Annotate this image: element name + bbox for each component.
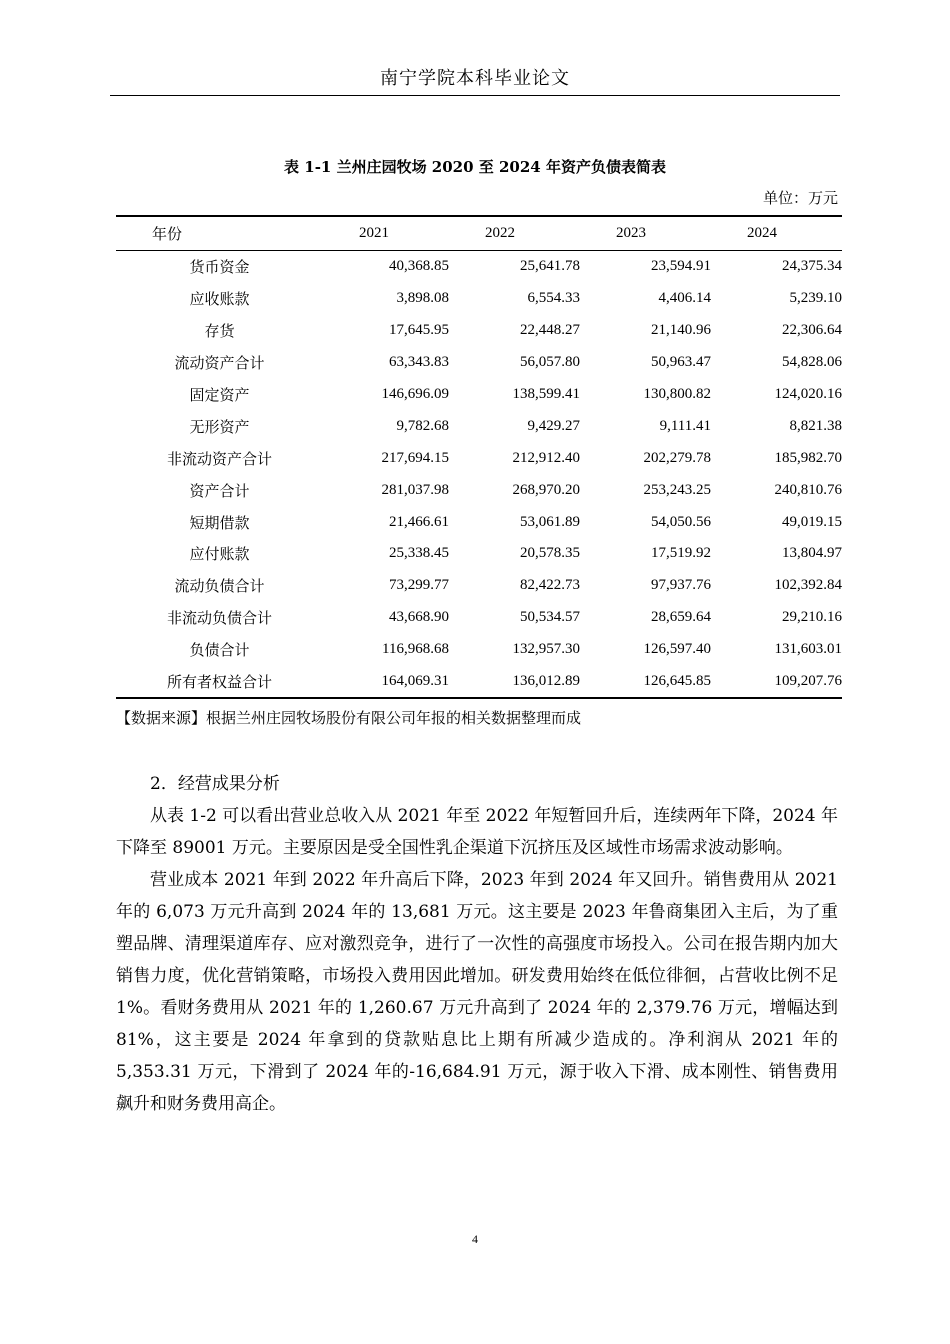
cell-value: 97,937.76: [650, 577, 711, 594]
cell-value: 138,599.41: [512, 386, 580, 402]
table-row: [116, 251, 842, 283]
table-source-note: 【数据来源】根据兰州庄园牧场股份有限公司年报的相关数据整理而成: [116, 709, 582, 727]
cell-value: 131,603.01: [774, 641, 842, 658]
section-heading: 2．经营成果分析: [150, 774, 280, 794]
row-label: 流动负债合计: [174, 577, 265, 596]
table-header-row: [116, 216, 842, 251]
cell-value: 13,804.97: [782, 545, 842, 562]
cell-value: 40,368.85: [388, 258, 449, 275]
cell-value: 124,020.16: [774, 386, 842, 402]
paragraph: 从表 1-2 可以看出营业总收入从 2021 年至 2022 年短暂回升后，连续两年下降，2024 年下降至 89001 万元。主要原因是受全国性乳企渠道下沉挤压及区域性市场需求波动影响。: [116, 806, 838, 858]
cell-value: 22,306.64: [782, 322, 842, 339]
cell-value: 82,422.73: [519, 577, 580, 594]
body-text: [116, 800, 838, 1120]
column-header-year: 年份: [116, 216, 323, 251]
row-label: 固定资产: [189, 386, 250, 404]
cell-value: 5,239.10: [789, 290, 842, 307]
cell-value: 21,140.96: [650, 322, 711, 339]
table-row: [116, 666, 842, 699]
cell-value: 54,828.06: [782, 354, 842, 371]
table-row: [116, 442, 842, 474]
row-label: 短期借款: [189, 513, 250, 532]
table-body: [116, 251, 842, 699]
cell-value: 109,207.76: [711, 666, 842, 699]
cell-value: 185,982.70: [774, 449, 842, 466]
cell-value: 126,645.85: [580, 666, 711, 699]
cell-value: 63,343.83: [388, 354, 449, 371]
table-row: [116, 474, 842, 506]
table-row: [116, 410, 842, 442]
cell-value: 6,554.33: [527, 290, 580, 307]
cell-value: 126,597.40: [643, 641, 711, 658]
page-number: 4: [472, 1232, 478, 1246]
table-unit: 单位：万元: [762, 189, 838, 207]
cell-value: 23,594.91: [650, 258, 711, 275]
row-label: 非流动资产合计: [167, 449, 273, 468]
column-header-2023: 2023: [580, 216, 711, 251]
table-row: [116, 570, 842, 602]
paragraph: 营业成本 2021 年到 2022 年升高后下降，2023 年到 2024 年又回升。销售费用从 2021 年的 6,073 万元升高到 2024 年的 13,681 万元。这主要是 2023 年鲁商集团入主后，为了重塑品牌、清理渠道库存、应对激烈竞争，进行了一次性的高强度市场投入。公司在报告期内加大销售力度，优化营销策略，市场投入费用因此增加。研发费用始终在低位徘徊，占营收比例不足 1%。看财务费用从 2021 年的 1,260.67 万元升高到了 2024 年的 2,379.76 万元，增幅达到 81%，这主要是 2024 年拿到的贷款贴息比上期有所减少造成的。净利润从 2021 年的 5,353.31 万元，下滑到了 2024 年的-16,684.91 万元，源于收入下滑、成本刚性、销售费用飙升和财务费用高企。: [116, 870, 838, 1114]
cell-value: 20,578.35: [519, 545, 580, 562]
cell-value: 50,534.57: [519, 609, 580, 626]
cell-value: 21,466.61: [388, 513, 449, 530]
cell-value: 281,037.98: [381, 481, 449, 498]
cell-value: 22,448.27: [519, 322, 580, 339]
cell-value: 253,243.25: [643, 481, 711, 498]
cell-value: 43,668.90: [388, 609, 449, 626]
cell-value: 268,970.20: [512, 481, 580, 498]
table-row: [116, 538, 842, 570]
cell-value: 17,519.92: [650, 545, 711, 562]
cell-value: 29,210.16: [782, 609, 842, 626]
row-label: 应付账款: [189, 545, 250, 564]
cell-value: 146,696.09: [381, 386, 449, 402]
row-label: 流动资产合计: [174, 354, 265, 373]
cell-value: 9,782.68: [396, 417, 449, 434]
cell-value: 102,392.84: [774, 577, 842, 594]
table-row: [116, 283, 842, 315]
cell-value: 164,069.31: [323, 666, 449, 699]
cell-value: 9,429.27: [527, 417, 580, 434]
column-header-2022: 2022: [449, 216, 580, 251]
row-label: 存货: [204, 322, 235, 341]
cell-value: 240,810.76: [774, 481, 842, 498]
cell-value: 136,012.89: [449, 666, 580, 699]
row-label: 负债合计: [189, 641, 250, 660]
cell-value: 73,299.77: [388, 577, 449, 594]
cell-value: 25,338.45: [388, 545, 449, 562]
cell-value: 8,821.38: [789, 417, 842, 434]
cell-value: 28,659.64: [650, 609, 711, 626]
running-header: 南宁学院本科毕业论文: [380, 68, 570, 89]
balance-sheet-table: [116, 215, 842, 699]
table-row: [116, 506, 842, 538]
cell-value: 130,800.82: [643, 386, 711, 402]
row-label: 资产合计: [189, 481, 250, 500]
row-label: 无形资产: [189, 417, 250, 436]
cell-value: 17,645.95: [388, 322, 449, 339]
cell-value: 202,279.78: [643, 449, 711, 466]
table-row: [116, 315, 842, 347]
cell-value: 3,898.08: [396, 290, 449, 307]
cell-value: 132,957.30: [512, 641, 580, 658]
row-label: 非流动负债合计: [167, 609, 273, 628]
table-row: [116, 634, 842, 666]
header-rule: [110, 95, 840, 96]
table-row: [116, 347, 842, 379]
cell-value: 4,406.14: [658, 290, 711, 307]
cell-value: 56,057.80: [519, 354, 580, 371]
column-header-2024: 2024: [711, 216, 842, 251]
cell-value: 25,641.78: [519, 258, 580, 275]
column-header-2021: 2021: [323, 216, 449, 251]
table-caption: 表 1-1 兰州庄园牧场 2020 至 2024 年资产负债表简表: [284, 158, 666, 176]
row-label: 货币资金: [189, 258, 250, 277]
cell-value: 49,019.15: [782, 513, 842, 530]
cell-value: 9,111.41: [659, 417, 711, 434]
row-label: 应收账款: [189, 290, 250, 309]
cell-value: 116,968.68: [382, 641, 449, 658]
cell-value: 217,694.15: [381, 449, 449, 466]
table-row: [116, 602, 842, 634]
cell-value: 50,963.47: [650, 354, 711, 371]
cell-value: 212,912.40: [512, 449, 580, 466]
row-label: 所有者权益合计: [116, 666, 323, 699]
cell-value: 53,061.89: [519, 513, 580, 530]
cell-value: 54,050.56: [650, 513, 711, 530]
table-row: [116, 379, 842, 411]
cell-value: 24,375.34: [782, 258, 842, 275]
